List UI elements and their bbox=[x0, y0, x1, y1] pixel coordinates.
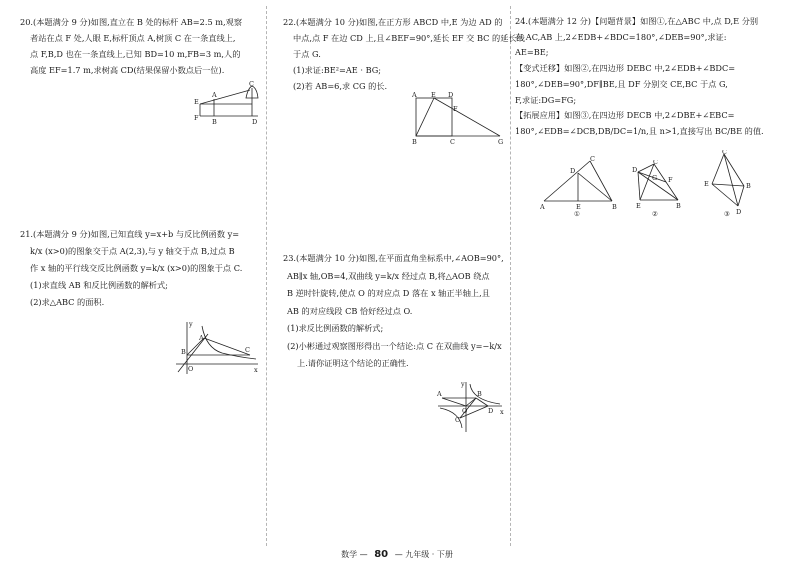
q21-label-a: A bbox=[199, 334, 204, 342]
q24-line-6: F,求证:DG=FG; bbox=[515, 94, 577, 105]
q22-line-2: 中点,点 F 在边 CD 上,且∠BEF=90°,延长 EF 交 BC 的延长线 bbox=[293, 33, 525, 43]
q24-line-7: 【拓展应用】如图③,在四边形 DECB 中,2∠DBE+∠EBC= bbox=[515, 110, 735, 121]
q24-line-5: 180°,∠DEB=90°,DF∥BE,且 DF 分别交 CE,BC 于点 G, bbox=[515, 78, 728, 89]
q24-line-2: 在 AC,AB 上,2∠EDB+∠BDC=180°,∠DEB=90°,求证: bbox=[515, 31, 727, 42]
q23-line-1: 23.(本题满分 10 分)如图,在平面直角坐标系中,∠AOB=90°, bbox=[283, 253, 504, 263]
q22-line-3: 于点 G. bbox=[293, 49, 321, 59]
q24-line-1: 24.(本题满分 12 分)【问题背景】如图①,在△ABC 中,点 D,E 分别 bbox=[515, 16, 759, 26]
q22-figure bbox=[410, 92, 506, 150]
q20-line-2: 者站在点 F 处,人眼 E,标杆顶点 A,树顶 C 在一条直线上, bbox=[30, 33, 236, 43]
q22-label-g: G bbox=[498, 138, 504, 146]
question-20 bbox=[20, 14, 256, 78]
q24-line-3: AE=BE; bbox=[515, 47, 549, 58]
q24-fig2-label-e: E bbox=[636, 202, 641, 210]
q24-line-4: 【变式迁移】如图②,在四边形 DEBC 中,2∠EDB+∠BDC= bbox=[515, 63, 736, 74]
q20-label-f: F bbox=[194, 114, 199, 122]
q21-label-b: B bbox=[181, 348, 186, 356]
q22-label-d: D bbox=[448, 92, 454, 99]
q23-line-6: (2)小彬通过观察图形得出一个结论:点 C 在双曲线 y=−k/x bbox=[287, 340, 502, 351]
q21-line-5: (2)求△ABC 的面积. bbox=[30, 297, 105, 307]
q24-fig1-label-c: C bbox=[590, 155, 595, 163]
q24-fig3-label-d: D bbox=[736, 208, 742, 216]
q22-line-5: (2)若 AB=6,求 CG 的长. bbox=[293, 81, 388, 91]
page-footer bbox=[0, 549, 794, 560]
question-22 bbox=[283, 14, 525, 94]
q23-label-y: y bbox=[461, 380, 465, 388]
q22-label-b: B bbox=[412, 138, 417, 146]
q23-label-c: C bbox=[455, 416, 460, 424]
q22-line-1: 22.(本题满分 10 分)如图,在正方形 ABCD 中,E 为边 AD 的 bbox=[283, 17, 503, 27]
q23-line-4: AB 的对应线段 CB 恰好经过点 O. bbox=[287, 305, 413, 316]
q24-fig2-label-d: D bbox=[632, 166, 638, 174]
q23-label-d: D bbox=[488, 407, 494, 415]
q20-figure bbox=[190, 80, 265, 130]
question-24 bbox=[515, 14, 785, 140]
q21-line-3: 作 x 轴的平行线交反比例函数 y=k/x (x>0)的图象于点 C. bbox=[30, 263, 243, 273]
column-divider-1 bbox=[266, 6, 267, 546]
q24-fig1-label-a: A bbox=[540, 203, 545, 211]
q23-line-2: AB∥x 轴,OB=4,双曲线 y=k/x 经过点 B,将△AOB 绕点 bbox=[287, 270, 490, 281]
q24-fig2-label-c: C bbox=[653, 160, 658, 166]
question-21 bbox=[20, 226, 242, 311]
q20-label-a: A bbox=[212, 91, 217, 99]
q24-fig1-label-d: D bbox=[570, 167, 576, 175]
q24-figure-3 bbox=[700, 150, 760, 222]
q23-figure bbox=[436, 378, 506, 438]
q21-line-4: (1)求直线 AB 和反比例函数的解析式; bbox=[30, 280, 168, 290]
footer-grade: 九年级 · 下册 bbox=[405, 550, 453, 559]
q22-label-c: C bbox=[450, 138, 455, 146]
footer-dash-left: — bbox=[359, 550, 368, 559]
q24-figure-1 bbox=[540, 155, 620, 221]
q24-fig3-label-c: C bbox=[722, 150, 727, 156]
q20-label-e: E bbox=[194, 98, 199, 106]
q21-label-x: x bbox=[254, 366, 258, 374]
q24-fig1-number: ① bbox=[574, 210, 580, 217]
q21-figure bbox=[172, 318, 262, 380]
q24-figure-2 bbox=[632, 160, 686, 222]
q24-fig1-label-b: B bbox=[612, 203, 617, 211]
q24-fig3-label-e: E bbox=[704, 180, 709, 188]
q20-label-c: C bbox=[249, 80, 254, 88]
q24-fig2-label-f: F bbox=[668, 176, 673, 184]
q23-line-7: 上.请你证明这个结论的正确性. bbox=[297, 358, 409, 368]
q23-line-5: (1)求反比例函数的解析式; bbox=[287, 323, 384, 333]
q23-line-3: B 逆时针旋转,使点 O 的对应点 D 落在 x 轴正半轴上,且 bbox=[287, 288, 490, 298]
q23-label-x: x bbox=[500, 408, 504, 416]
q22-label-f: F bbox=[453, 105, 458, 113]
q24-fig2-label-g: G bbox=[652, 174, 658, 182]
q20-label-d: D bbox=[252, 118, 258, 126]
q24-fig1-label-e: E bbox=[576, 203, 581, 211]
q24-fig2-label-b: B bbox=[676, 202, 681, 210]
q22-label-a: A bbox=[412, 92, 417, 99]
page-number: 80 bbox=[374, 549, 389, 560]
q20-line-4: 高度 EF=1.7 m,求树高 CD(结果保留小数点后一位). bbox=[30, 65, 225, 75]
question-23 bbox=[283, 250, 504, 373]
q24-line-8: 180°,∠EDB=∠DCB,DB/DC=1/n,且 n>1,直接写出 BC/BE 的值. bbox=[515, 125, 764, 136]
q23-label-b: B bbox=[477, 390, 482, 398]
footer-subject: 数学 bbox=[341, 550, 358, 559]
q20-label-b: B bbox=[212, 118, 217, 126]
q21-label-y: y bbox=[189, 320, 193, 328]
q20-line-1: 20.(本题满分 9 分)如图,直立在 B 处的标杆 AB=2.5 m,观察 bbox=[20, 17, 243, 27]
q23-label-o: O bbox=[462, 407, 468, 415]
q22-label-e: E bbox=[431, 92, 436, 99]
q24-fig3-label-b: B bbox=[746, 182, 751, 190]
q21-label-o: O bbox=[188, 365, 194, 373]
q20-line-3: 点 F,B,D 也在一条直线上,已知 BD=10 m,FB=3 m,人的 bbox=[30, 49, 241, 59]
q21-line-2: k/x (x>0)的图象交于点 A(2,3),与 y 轴交于点 B,过点 B bbox=[30, 246, 235, 256]
q21-line-1: 21.(本题满分 9 分)如图,已知直线 y=x+b 与反比例函数 y= bbox=[20, 229, 240, 239]
q24-fig2-number: ② bbox=[652, 210, 658, 218]
q24-fig3-number: ③ bbox=[724, 210, 730, 218]
q23-label-a: A bbox=[437, 390, 442, 398]
footer-dash-right: — bbox=[394, 550, 403, 559]
q22-line-4: (1)求证:BE²=AE · BG; bbox=[293, 65, 382, 75]
q21-label-c: C bbox=[245, 346, 250, 354]
